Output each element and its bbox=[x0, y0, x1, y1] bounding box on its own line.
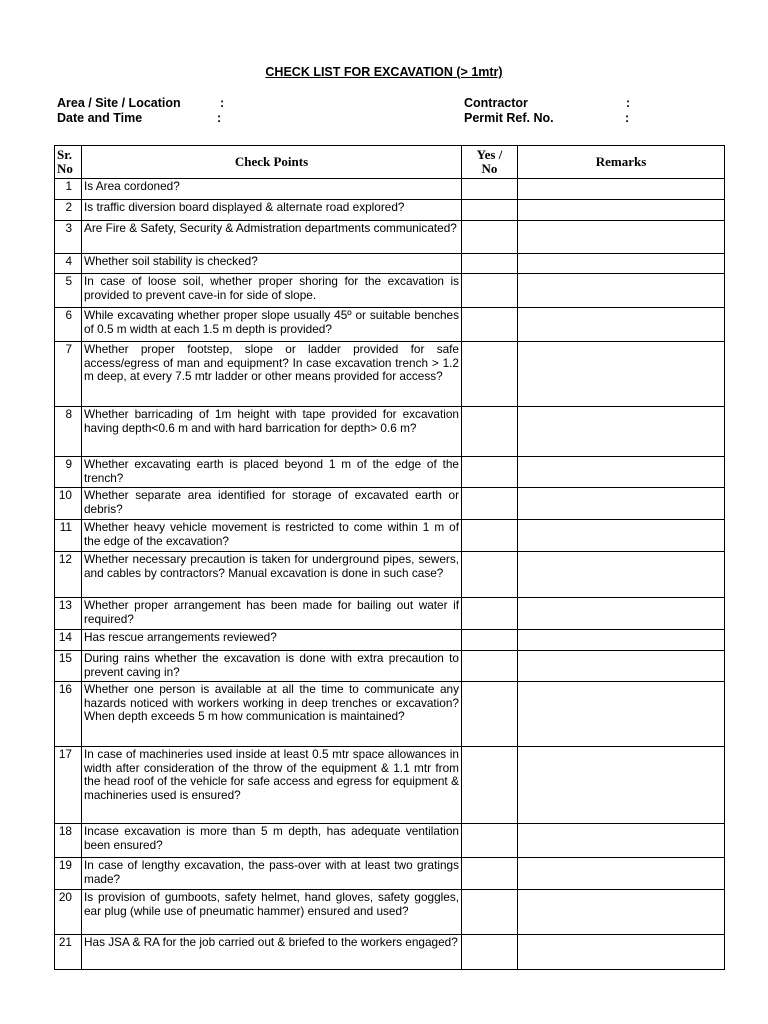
table-row bbox=[55, 274, 725, 308]
yes-no-cell[interactable] bbox=[462, 200, 518, 221]
remarks-cell[interactable] bbox=[518, 200, 725, 221]
table-row bbox=[55, 488, 725, 520]
table-row bbox=[55, 858, 725, 890]
yes-no-cell[interactable] bbox=[462, 457, 518, 488]
row-number: 5 bbox=[55, 274, 82, 308]
check-point-text: Whether proper footstep, slope or ladder provided for safe access/egress of man and equipment? In case excavation trench > 1.2 m deep, at every 7.5 mtr ladder or other means provided for access? bbox=[82, 342, 462, 407]
check-point-text: In case of machineries used inside at least 0.5 mtr space allowances in width after consideration of the throw of the equipment & 1.1 mtr from the head roof of the vehicle for safe access and egress for equipment & machineries used is ensured? bbox=[82, 747, 462, 824]
row-number: 4 bbox=[55, 254, 82, 274]
remarks-cell[interactable] bbox=[518, 342, 725, 407]
row-number: 1 bbox=[55, 179, 82, 200]
check-point-text: Is Area cordoned? bbox=[82, 179, 462, 200]
table-row bbox=[55, 179, 725, 200]
remarks-cell[interactable] bbox=[518, 651, 725, 682]
row-number: 11 bbox=[55, 520, 82, 552]
remarks-cell[interactable] bbox=[518, 179, 725, 200]
yes-no-cell[interactable] bbox=[462, 858, 518, 890]
title-text: CHECK LIST FOR EXCAVATION (> 1mtr) bbox=[265, 65, 503, 79]
remarks-header: Remarks bbox=[518, 146, 725, 179]
table-row bbox=[55, 200, 725, 221]
check-point-text: While excavating whether proper slope usually 45º or suitable benches of 0.5 m width at each 1.5 m depth is provided? bbox=[82, 308, 462, 342]
yes-no-cell[interactable] bbox=[462, 221, 518, 254]
row-number: 17 bbox=[55, 747, 82, 824]
remarks-cell[interactable] bbox=[518, 520, 725, 552]
check-point-text: Are Fire & Safety, Security & Admistration departments communicated? bbox=[82, 221, 462, 254]
yes-no-cell[interactable] bbox=[462, 824, 518, 858]
row-number: 19 bbox=[55, 858, 82, 890]
table-row bbox=[55, 598, 725, 630]
remarks-cell[interactable] bbox=[518, 630, 725, 651]
yes-no-cell[interactable] bbox=[462, 935, 518, 970]
check-point-text: Whether necessary precaution is taken for underground pipes, sewers, and cables by contractors? Manual excavation is done in such case? bbox=[82, 552, 462, 598]
table-row bbox=[55, 407, 725, 457]
remarks-cell[interactable] bbox=[518, 488, 725, 520]
check-point-text: Has rescue arrangements reviewed? bbox=[82, 630, 462, 651]
check-point-text: Has JSA & RA for the job carried out & briefed to the workers engaged? bbox=[82, 935, 462, 970]
sr-no-header: Sr. No bbox=[55, 146, 82, 179]
yes-no-cell[interactable] bbox=[462, 682, 518, 747]
remarks-cell[interactable] bbox=[518, 308, 725, 342]
check-point-text: Is provision of gumboots, safety helmet, hand gloves, safety goggles, ear plug (while use of pneumatic hammer) ensured and used? bbox=[82, 890, 462, 935]
remarks-cell[interactable] bbox=[518, 552, 725, 598]
row-number: 16 bbox=[55, 682, 82, 747]
yes-no-cell[interactable] bbox=[462, 407, 518, 457]
remarks-cell[interactable] bbox=[518, 682, 725, 747]
yes-no-cell[interactable] bbox=[462, 890, 518, 935]
check-point-text: In case of lengthy excavation, the pass-over with at least two gratings made? bbox=[82, 858, 462, 890]
row-number: 18 bbox=[55, 824, 82, 858]
row-number: 21 bbox=[55, 935, 82, 970]
table-row bbox=[55, 747, 725, 824]
area-label: Area / Site / Location bbox=[57, 96, 181, 110]
remarks-cell[interactable] bbox=[518, 274, 725, 308]
remarks-cell[interactable] bbox=[518, 890, 725, 935]
row-number: 3 bbox=[55, 221, 82, 254]
table-row bbox=[55, 552, 725, 598]
row-number: 7 bbox=[55, 342, 82, 407]
yes-no-cell[interactable] bbox=[462, 274, 518, 308]
yes-no-cell[interactable] bbox=[462, 488, 518, 520]
check-point-text: Whether separate area identified for storage of excavated earth or debris? bbox=[82, 488, 462, 520]
contractor-label: Contractor bbox=[464, 96, 528, 110]
yes-no-cell[interactable] bbox=[462, 254, 518, 274]
row-number: 2 bbox=[55, 200, 82, 221]
row-number: 9 bbox=[55, 457, 82, 488]
remarks-cell[interactable] bbox=[518, 254, 725, 274]
yes-no-cell[interactable] bbox=[462, 630, 518, 651]
check-point-text: Whether proper arrangement has been made for bailing out water if required? bbox=[82, 598, 462, 630]
yes-no-cell[interactable] bbox=[462, 651, 518, 682]
yes-no-cell[interactable] bbox=[462, 552, 518, 598]
document-title bbox=[0, 65, 768, 79]
remarks-cell[interactable] bbox=[518, 221, 725, 254]
check-point-text: Whether one person is available at all the time to communicate any hazards noticed with workers working in deep trenches or excavation? When depth exceeds 5 m how communication is maintained? bbox=[82, 682, 462, 747]
remarks-cell[interactable] bbox=[518, 747, 725, 824]
table-row bbox=[55, 935, 725, 970]
row-number: 8 bbox=[55, 407, 82, 457]
remarks-cell[interactable] bbox=[518, 457, 725, 488]
remarks-cell[interactable] bbox=[518, 824, 725, 858]
date-label: Date and Time bbox=[57, 111, 143, 125]
row-number: 14 bbox=[55, 630, 82, 651]
yes-no-cell[interactable] bbox=[462, 308, 518, 342]
table-row bbox=[55, 682, 725, 747]
table-row bbox=[55, 890, 725, 935]
yes-no-cell[interactable] bbox=[462, 342, 518, 407]
check-point-text: During rains whether the excavation is done with extra precaution to prevent caving in? bbox=[82, 651, 462, 682]
row-number: 6 bbox=[55, 308, 82, 342]
remarks-cell[interactable] bbox=[518, 598, 725, 630]
check-point-text: Is traffic diversion board displayed & alternate road explored? bbox=[82, 200, 462, 221]
check-point-text: Whether soil stability is checked? bbox=[82, 254, 462, 274]
checklist-table bbox=[54, 145, 725, 970]
permit-colon: : bbox=[625, 111, 630, 125]
yes-no-cell[interactable] bbox=[462, 747, 518, 824]
table-row bbox=[55, 824, 725, 858]
table-row bbox=[55, 457, 725, 488]
row-number: 20 bbox=[55, 890, 82, 935]
yes-no-cell[interactable] bbox=[462, 520, 518, 552]
row-number: 12 bbox=[55, 552, 82, 598]
table-row bbox=[55, 342, 725, 407]
remarks-cell[interactable] bbox=[518, 858, 725, 890]
area-colon: : bbox=[220, 96, 225, 110]
table-row bbox=[55, 630, 725, 651]
check-point-text: Whether heavy vehicle movement is restricted to come within 1 m of the edge of the excavation? bbox=[82, 520, 462, 552]
yes-no-header: Yes / No bbox=[462, 146, 518, 179]
remarks-cell[interactable] bbox=[518, 935, 725, 970]
date-colon: : bbox=[217, 111, 222, 125]
table-row bbox=[55, 254, 725, 274]
row-number: 13 bbox=[55, 598, 82, 630]
contractor-colon: : bbox=[626, 96, 631, 110]
check-point-text: Incase excavation is more than 5 m depth, has adequate ventilation been ensured? bbox=[82, 824, 462, 858]
permit-label: Permit Ref. No. bbox=[464, 111, 554, 125]
row-number: 10 bbox=[55, 488, 82, 520]
table-row bbox=[55, 520, 725, 552]
row-number: 15 bbox=[55, 651, 82, 682]
check-point-text: In case of loose soil, whether proper shoring for the excavation is provided to prevent cave-in for side of slope. bbox=[82, 274, 462, 308]
table-header-row bbox=[55, 146, 725, 179]
table-row bbox=[55, 308, 725, 342]
table-row bbox=[55, 651, 725, 682]
yes-no-cell[interactable] bbox=[462, 179, 518, 200]
check-points-header: Check Points bbox=[82, 146, 462, 179]
table-row bbox=[55, 221, 725, 254]
yes-no-cell[interactable] bbox=[462, 598, 518, 630]
remarks-cell[interactable] bbox=[518, 407, 725, 457]
check-point-text: Whether barricading of 1m height with tape provided for excavation having depth<0.6 m and with hard barrication for depth> 0.6 m? bbox=[82, 407, 462, 457]
check-point-text: Whether excavating earth is placed beyond 1 m of the edge of the trench? bbox=[82, 457, 462, 488]
